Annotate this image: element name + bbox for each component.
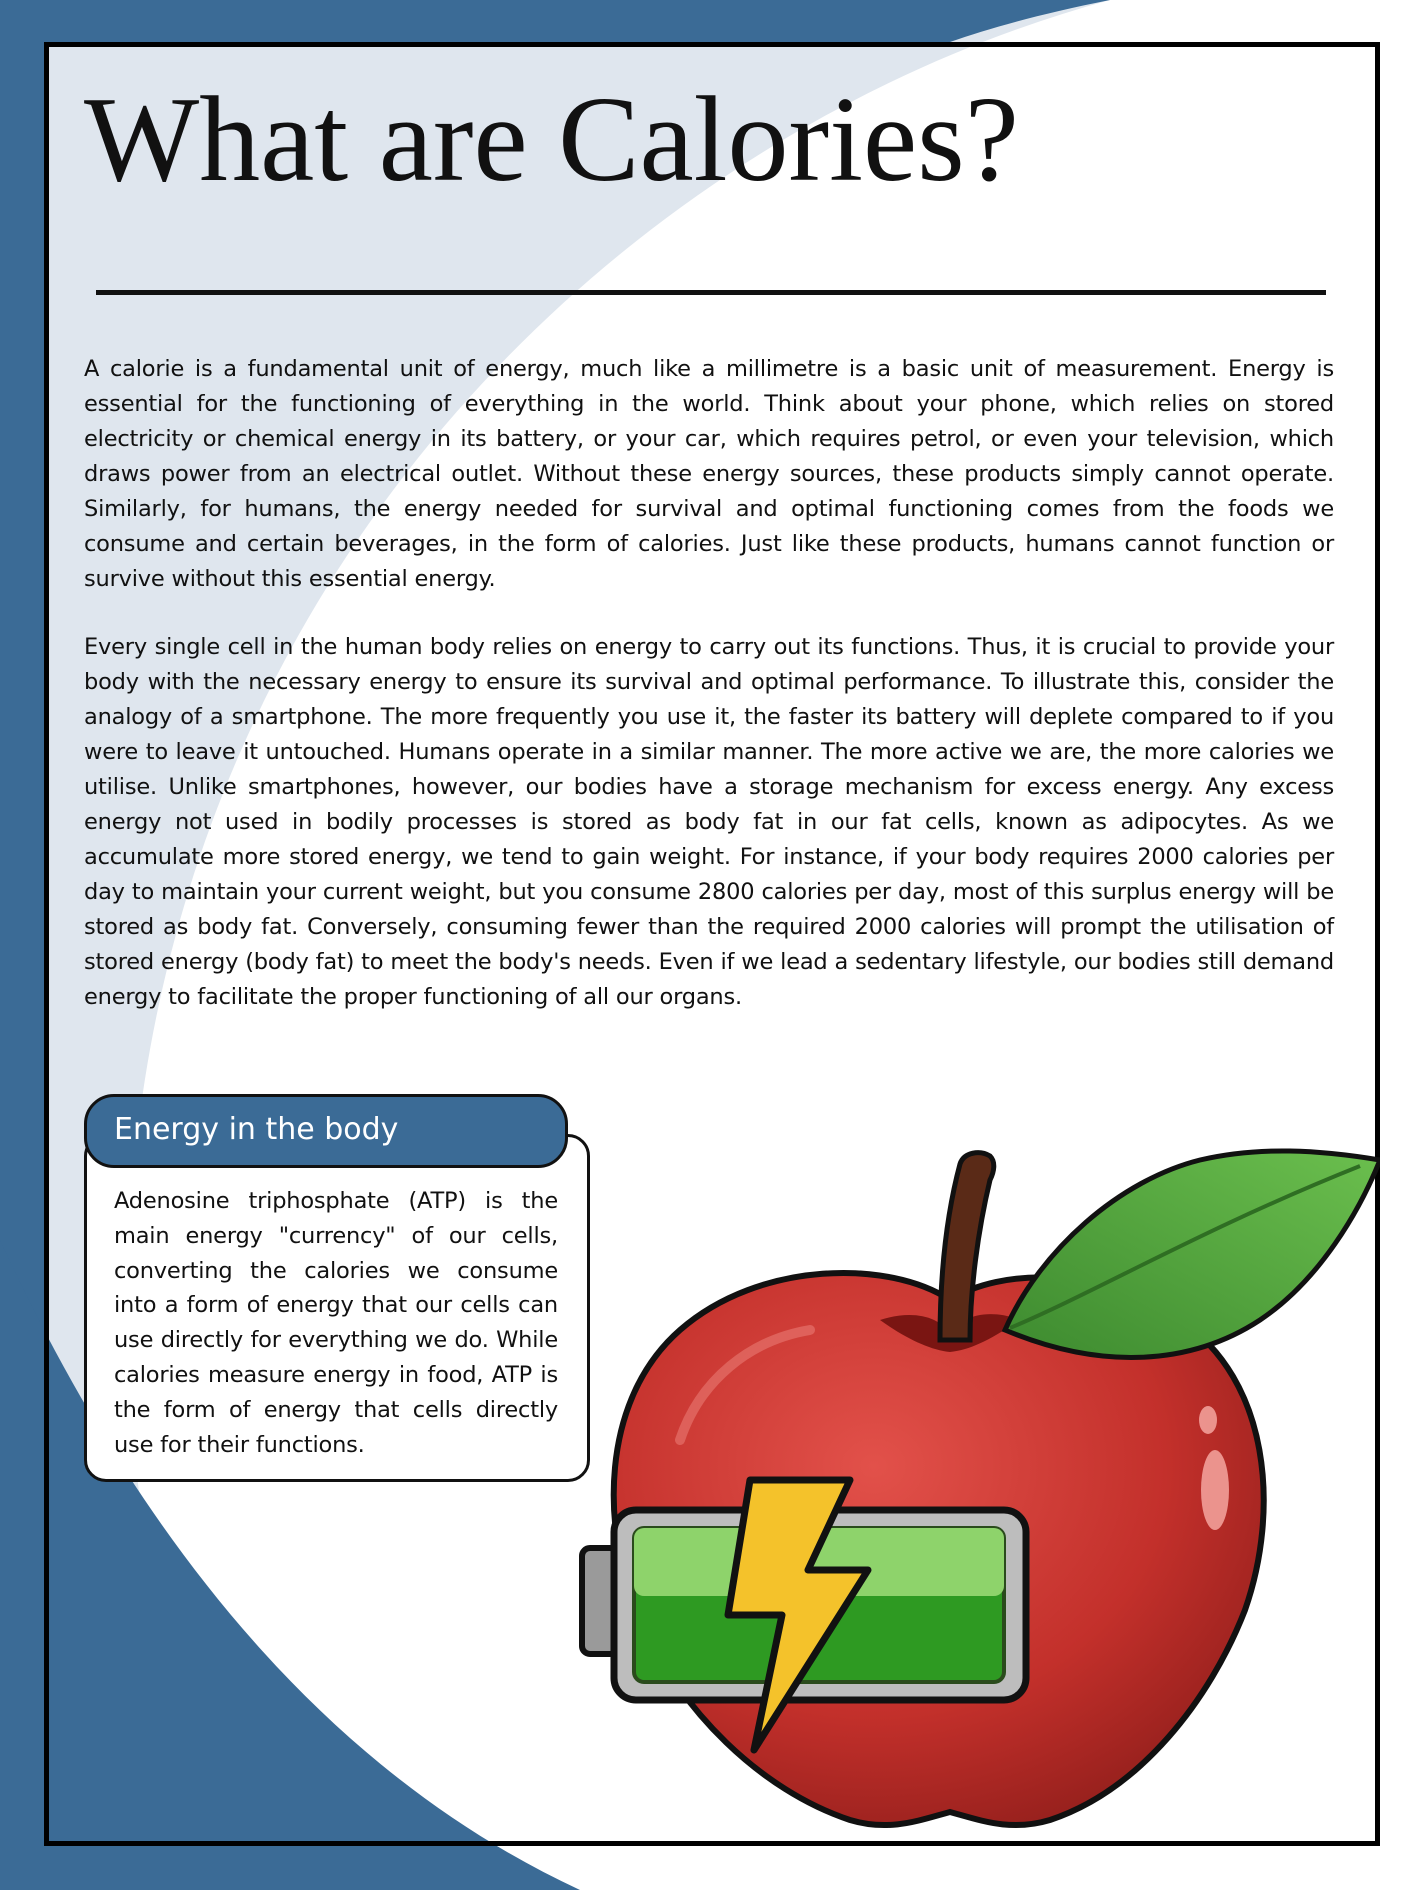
page-title: What are Calories?	[84, 72, 1019, 207]
apple-battery-illustration	[560, 1140, 1380, 1840]
info-box-body: Adenosine triphosphate (ATP) is the main energy "currency" of our cells, converting the calories we consume into a form of energy that our cells can use directly for everything we do. While calories measure energy in food, ATP is the form of energy that cells directly use for their functions.	[114, 1188, 558, 1458]
title-divider	[96, 290, 1326, 295]
cell-energy-paragraph: Every single cell in the human body relies on energy to carry out its functions. Thus, it is crucial to provide your body with the necessary energy to ensure its survival and optimal performance. To illustrate this, consider the analogy of a smartphone. The more frequently you use it, the faster its battery will deplete compared to if you were to leave it untouched. Humans operate in a similar manner. The more active we are, the more calories we utilise. Unlike smartphones, however, our bodies have a storage mechanism for excess energy. Any excess energy not used in bodily processes is stored as body fat in our fat cells, known as adipocytes. As we accumulate more stored energy, we tend to gain weight. For instance, if your body requires 2000 calories per day to maintain your current weight, but you consume 2800 calories per day, most of this surplus energy will be stored as body fat. Conversely, consuming fewer than the required 2000 calories will prompt the utilisation of stored energy (body fat) to meet the body's needs. Even if we lead a sedentary lifestyle, our bodies still demand energy to facilitate the proper functioning of all our organs.	[84, 634, 1334, 1010]
info-box-title: Energy in the body	[114, 1112, 399, 1147]
intro-paragraph: A calorie is a fundamental unit of energy, much like a millimetre is a basic unit of measurement. Energy is essential for the functioning of everything in the world. Think about your phone, which relies on stored electricity or chemical energy in its battery, or your car, which requires petrol, or even your television, which draws power from an electrical outlet. Without these energy sources, these products simply cannot operate. Similarly, for humans, the energy needed for survival and optimal functioning comes from the foods we consume and certain beverages, in the form of calories. Just like these products, humans cannot function or survive without this essential energy.	[84, 356, 1334, 592]
leaf-icon	[1005, 1151, 1380, 1358]
